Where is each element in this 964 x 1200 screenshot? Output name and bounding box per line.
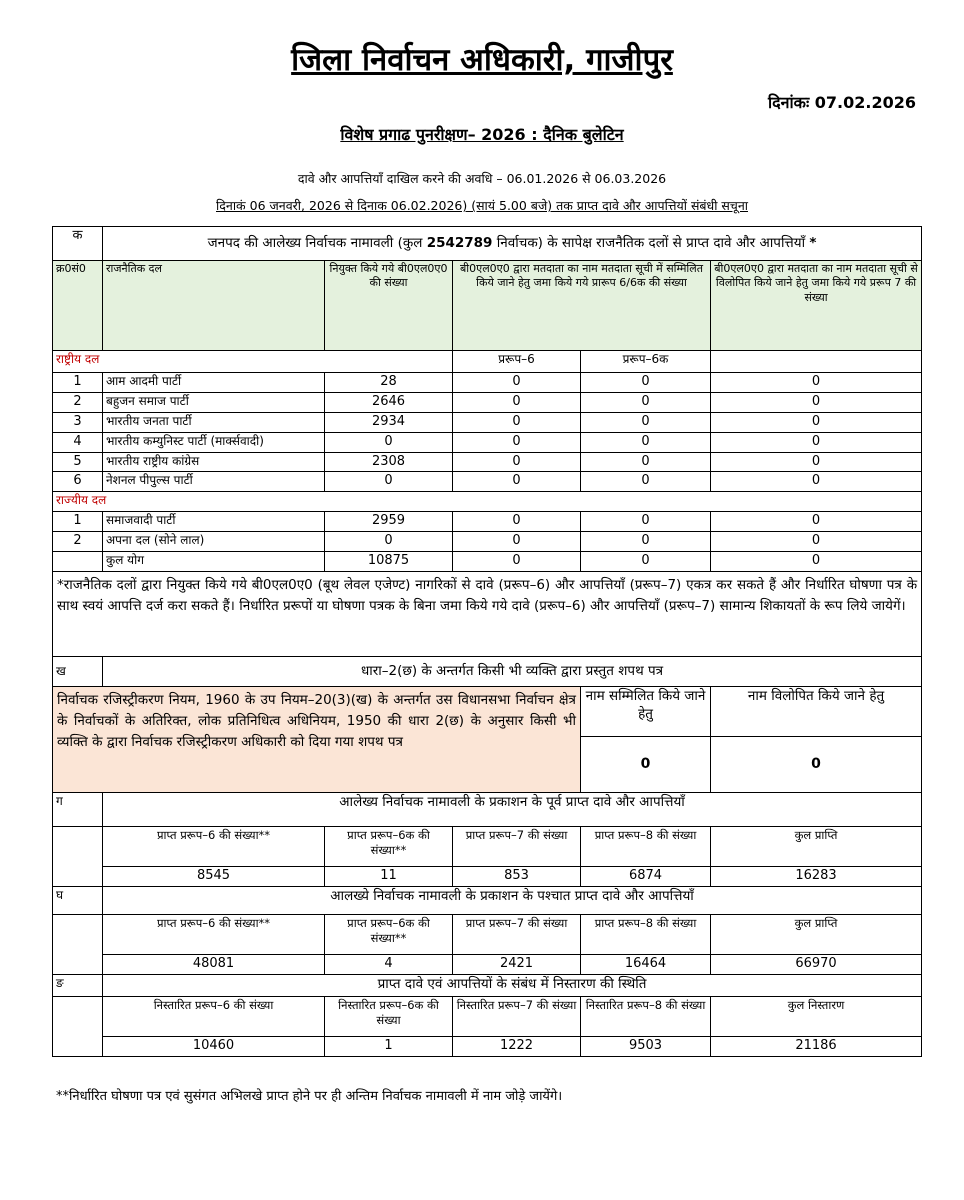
ng-col-4: कुल निस्तारण [711,997,922,1037]
form6-label: प्ररूप–6 [453,351,581,373]
party-form7: 0 [711,532,922,552]
party-form7: 0 [711,412,922,432]
section-ng-label: ङ [53,975,103,997]
gh-col-0: प्राप्त प्ररूप–6 की संख्या** [103,915,325,955]
col-party: राजनैतिक दल [103,261,325,351]
gh-col-2: प्राप्त प्ररूप–7 की संख्या [453,915,581,955]
party-form6k: 0 [581,452,711,472]
gh-val-2: 2421 [453,955,581,975]
ng-col-2: निस्तारित प्ररूप–7 की संख्या [453,997,581,1037]
kh-col-include: नाम सम्मिलित किये जाने हेतु [581,687,711,737]
bulletin-date: दिनांकः 07.02.2026 [768,93,916,112]
gh-col-1: प्राप्त प्ररूप–6क की संख्या** [325,915,453,955]
ng-val-3: 9503 [581,1037,711,1057]
g-val-1: 11 [325,867,453,887]
party-sno: 6 [53,472,103,492]
empty-cell [53,997,103,1057]
section-g-values-row [53,867,922,887]
g-col-3: प्राप्त प्ररूप–8 की संख्या [581,827,711,867]
section-gh-heading-row [53,887,922,915]
section-gh-cols-row [53,915,922,955]
party-bla-count: 28 [325,373,453,393]
national-label: राष्ट्रीय दल [53,351,453,373]
kh-val-delete: 0 [711,737,922,793]
party-name: भारतीय कम्युनिस्ट पार्टी (मार्क्सवादी) [103,432,325,452]
claim-period: दावे और आपत्तियाँ दाखिल करने की अवधि – 06.01.2026 से 06.03.2026 [297,171,667,186]
party-bla-count: 0 [325,472,453,492]
heading-pre: जनपद की आलेख्य निर्वाचक नामावली (कुल [207,234,423,251]
party-row [53,512,922,532]
total-f7: 0 [711,552,922,572]
g-val-4: 16283 [711,867,922,887]
party-form6: 0 [453,532,581,552]
section-g-heading: आलेख्य निर्वाचक नामावली के प्रकाशन के पूर्व प्राप्त दावे और आपत्तियाँ [103,793,922,827]
col-delete: बी0एल0ए0 द्वारा मतदाता का नाम मतदाता सूची से विलोपित किये जाने हेतु जमा किये गये प्ररूप 7 की संख्या [711,261,922,351]
party-bla-count: 0 [325,532,453,552]
party-row [53,472,922,492]
col-include: बी0एल0ए0 द्वारा मतदाता का नाम मतदाता सूची में सम्मिलित किये जाने हेतु जमा किये गये प्रारूप 6/6क की संख्या [453,261,711,351]
party-form6k: 0 [581,472,711,492]
party-note: *राजनैतिक दलों द्वारा नियुक्त किये गये बी0एल0ए0 (बूथ लेवल एजेण्ट) नागरिकों से दावे (प्ररूप–6) और आपत्तियाँ (प्ररूप–7) एकत्र कर सकते हैं और निर्धारित घोषणा पत्र के साथ स्वयं आपत्ति दर्ज करा सकते हैं। निर्धारित प्ररूपों या घोषणा पत्रक के बिना जमा किये गये दावे (प्ररूप–6) और आपत्तियाँ (प्ररूप–7) सामान्य शिकायतों के रूप लिये जायेगें। [53,572,922,657]
g-col-1: प्राप्त प्ररूप–6क की संख्या** [325,827,453,867]
footnote: **निर्धारित घोषणा पत्र एवं सुसंगत अभिलखे प्राप्त होने पर ही अन्तिम निर्वाचक नामावली में नाम जोड़े जायेंगे। [56,1089,563,1104]
kh-col-delete: नाम विलोपित किये जाने हेतु [711,687,922,737]
party-name: अपना दल (सोने लाल) [103,532,325,552]
total-f6k: 0 [581,552,711,572]
ng-val-2: 1222 [453,1037,581,1057]
party-form7: 0 [711,452,922,472]
party-form7: 0 [711,432,922,452]
party-row [53,373,922,393]
party-bla-count: 0 [325,432,453,452]
party-row [53,412,922,432]
ng-col-3: निस्तारित प्ररूप–8 की संख्या [581,997,711,1037]
ng-val-4: 21186 [711,1037,922,1057]
g-val-3: 6874 [581,867,711,887]
empty-cell [53,827,103,887]
section-ng-heading-row [53,975,922,997]
party-sno: 3 [53,412,103,432]
affidavit-desc: निर्वाचक रजिस्ट्रीकरण नियम, 1960 के उप नियम–20(3)(ख) के अन्तर्गत उस विधानसभा निर्वाचन क्षेत्र के निर्वाचकों के अतिरिक्त, लोक प्रतिनिधित्व अधिनियम, 1950 की धारा 2(छ) के अनुसार किसी भी व्यक्ति के द्वारा निर्वाचक रजिस्ट्रीकरण अधिकारी को दिया गया शपथ पत्र [53,687,581,793]
party-row [53,532,922,552]
party-form6: 0 [453,432,581,452]
party-row [53,432,922,452]
g-col-2: प्राप्त प्ररूप–7 की संख्या [453,827,581,867]
electors-count: 2542789 [426,234,493,251]
col-bla: नियुक्त किये गये बी0एल0ए0 की संख्या [325,261,453,351]
gh-val-4: 66970 [711,955,922,975]
party-form7: 0 [711,472,922,492]
total-f6: 0 [453,552,581,572]
ng-col-0: निस्तारित प्ररूप–6 की संख्या [103,997,325,1037]
party-name: भारतीय जनता पार्टी [103,412,325,432]
g-val-0: 8545 [103,867,325,887]
party-name: नेशनल पीपुल्स पार्टी [103,472,325,492]
party-form7: 0 [711,512,922,532]
gh-val-3: 16464 [581,955,711,975]
total-row [53,552,922,572]
party-row [53,452,922,472]
party-bla-count: 2934 [325,412,453,432]
party-form6k: 0 [581,512,711,532]
section-g-heading-row [53,793,922,827]
gh-col-4: कुल प्राप्ति [711,915,922,955]
party-form6: 0 [453,373,581,393]
party-form6k: 0 [581,532,711,552]
section-ng-heading: प्राप्त दावे एवं आपत्तियों के संबंध में निस्तारण की स्थिति [103,975,922,997]
party-form7: 0 [711,373,922,393]
party-bla-count: 2959 [325,512,453,532]
party-form7: 0 [711,392,922,412]
heading-star: * [809,234,817,251]
g-col-0: प्राप्त प्ररूप–6 की संख्या** [103,827,325,867]
gh-val-1: 4 [325,955,453,975]
party-sno: 1 [53,512,103,532]
party-bla-count: 2308 [325,452,453,472]
party-name: समाजवादी पार्टी [103,512,325,532]
gh-col-3: प्राप्त प्ररूप–8 की संख्या [581,915,711,955]
form6k-label: प्ररूप–6क [581,351,711,373]
section-kh-header-row [53,687,922,737]
g-val-2: 853 [453,867,581,887]
bulletin-table [52,226,922,1057]
party-row [53,392,922,412]
section-gh-heading: आलख्ये निर्वाचक नामावली के प्रकाशन के पश्चात प्राप्त दावे और आपत्तियाँ [103,887,922,915]
ng-val-1: 1 [325,1037,453,1057]
heading-post: निर्वाचक) के सापेक्ष राजनैतिक दलों से प्राप्त दावे और आपत्तियाँ [496,234,806,251]
section-g-cols-row [53,827,922,867]
col-sno: क्र0सं0 [53,261,103,351]
section-k-heading [103,227,922,261]
empty-cell [711,351,922,373]
total-label: कुल योग [103,552,325,572]
empty-cell [53,915,103,975]
g-col-4: कुल प्राप्ति [711,827,922,867]
state-label: राज्यीय दल [53,492,922,512]
section-ng-values-row [53,1037,922,1057]
total-bla: 10875 [325,552,453,572]
gh-val-0: 48081 [103,955,325,975]
party-sno: 5 [53,452,103,472]
section-kh-label: ख [53,657,103,687]
section-k-label: क [53,227,103,261]
national-rows [53,373,922,492]
party-form6: 0 [453,412,581,432]
party-form6: 0 [453,472,581,492]
party-form6k: 0 [581,373,711,393]
column-header-row [53,261,922,351]
note-row [53,572,922,657]
section-gh-label: घ [53,887,103,915]
ng-val-0: 10460 [103,1037,325,1057]
bulletin-subtitle: विशेष प्रगाढ पुनरीक्षण– 2026 : दैनिक बुलेटिन [340,125,624,144]
party-sno: 4 [53,432,103,452]
party-bla-count: 2646 [325,392,453,412]
notice-line: दिनाकं 06 जनवरी, 2026 से दिनाक 06.02.2026) (सायं 5.00 बजे) तक प्राप्त दावे और आपत्तियों संबंधी सचूना [216,198,748,213]
party-form6: 0 [453,512,581,532]
section-g-label: ग [53,793,103,827]
party-form6: 0 [453,392,581,412]
party-form6k: 0 [581,432,711,452]
page-title: जिला निर्वाचन अधिकारी, गाजीपुर [291,42,673,78]
kh-val-include: 0 [581,737,711,793]
state-label-row [53,492,922,512]
ng-col-1: निस्तारित प्ररूप–6क की संख्या [325,997,453,1037]
party-form6k: 0 [581,412,711,432]
section-k-heading-row [53,227,922,261]
state-rows [53,512,922,552]
national-label-row [53,351,922,373]
party-name: भारतीय राष्ट्रीय कांग्रेस [103,452,325,472]
section-ng-cols-row [53,997,922,1037]
party-sno: 2 [53,532,103,552]
section-kh-heading-row [53,657,922,687]
empty-cell [53,552,103,572]
section-gh-values-row [53,955,922,975]
party-form6: 0 [453,452,581,472]
section-kh-heading: धारा–2(छ) के अन्तर्गत किसी भी व्यक्ति द्वारा प्रस्तुत शपथ पत्र [103,657,922,687]
party-name: आम आदमी पार्टी [103,373,325,393]
party-form6k: 0 [581,392,711,412]
party-sno: 2 [53,392,103,412]
party-name: बहुजन समाज पार्टी [103,392,325,412]
party-sno: 1 [53,373,103,393]
